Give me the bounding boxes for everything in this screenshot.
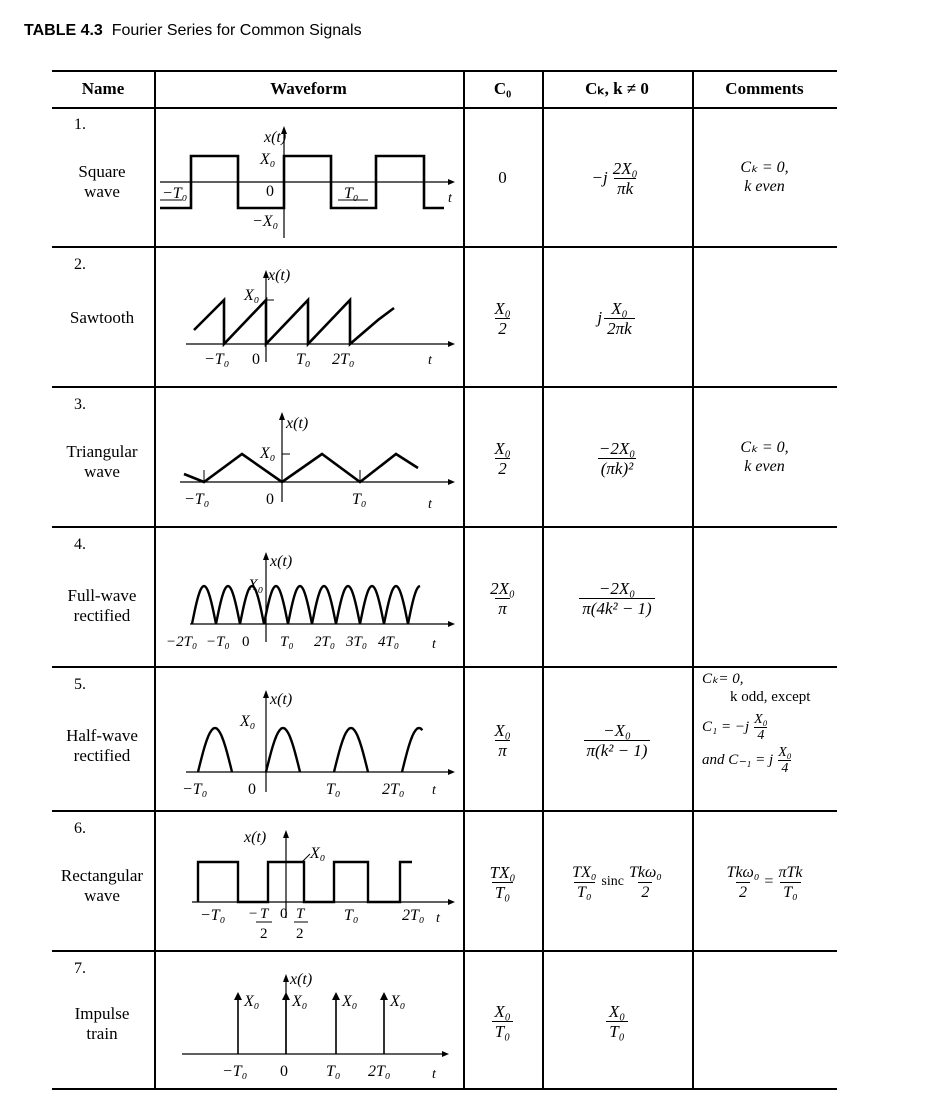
- row-number: 7.: [74, 960, 86, 977]
- triangular-wave-plot: [156, 390, 462, 526]
- denominator: πk: [614, 178, 636, 198]
- c0-fraction: [491, 721, 513, 760]
- axis-label-xt: x(t): [244, 829, 267, 846]
- tick-label: 4T₀: [378, 634, 400, 650]
- row-name-line: wave: [84, 886, 120, 905]
- axis-label-t: t: [448, 191, 452, 206]
- row-name-line: wave: [84, 462, 120, 481]
- rule-row: [52, 526, 837, 528]
- denominator: T₀: [606, 1021, 627, 1041]
- rectified-curve: [198, 728, 422, 772]
- tick-label: T₀: [344, 185, 359, 202]
- row-name-line: rectified: [73, 746, 131, 765]
- comment-fraction: [724, 863, 763, 902]
- row-number: 6.: [74, 820, 86, 837]
- ck-value: [542, 250, 692, 386]
- tick-label: 2T₀: [382, 781, 405, 798]
- numerator: X₀: [778, 745, 792, 760]
- numerator: πTk: [778, 863, 803, 881]
- denominator: 4: [754, 727, 767, 743]
- impulse-label: X₀: [292, 993, 308, 1010]
- row-name-line: Impulse: [74, 1004, 130, 1023]
- tick-label: 2T₀: [332, 351, 355, 368]
- ck-fraction: [626, 863, 665, 902]
- tick-label: 2T₀: [314, 634, 336, 650]
- tick-label: −T₀: [222, 1063, 248, 1080]
- comment-fraction: [751, 712, 770, 743]
- denominator: π: [495, 740, 510, 760]
- denominator: 2: [495, 458, 510, 478]
- numerator: −2X₀: [598, 578, 636, 598]
- tick-label: −T₀: [182, 781, 208, 798]
- origin-label: 0: [242, 634, 250, 650]
- denominator: 2: [638, 882, 652, 902]
- impulse-label: X₀: [390, 993, 406, 1010]
- row-number: 4.: [74, 536, 86, 553]
- ck-value: [542, 670, 692, 810]
- numerator: X₀: [494, 1001, 511, 1021]
- level-label: X₀: [248, 577, 264, 594]
- axis-label-xt: x(t): [264, 129, 287, 146]
- rectangular-wave-plot: [156, 814, 462, 950]
- c0-value: [463, 530, 542, 666]
- axis-label-t: t: [432, 637, 436, 652]
- numerator: Tkω₀: [726, 863, 760, 881]
- axis-label-xt: x(t): [290, 971, 313, 988]
- row-name-line: Sawtooth: [69, 308, 135, 327]
- origin-label: 0: [266, 183, 274, 200]
- rule-row: [52, 246, 837, 248]
- header-c0: C₀: [493, 79, 512, 98]
- level-label: X₀: [260, 151, 276, 168]
- ck-fraction: [610, 159, 641, 198]
- tick-label: T₀: [326, 1063, 341, 1080]
- level-label: X₀: [260, 445, 276, 462]
- caption-label: TABLE 4.3: [24, 22, 103, 39]
- row-name: [52, 726, 152, 766]
- numerator: X₀: [494, 438, 511, 458]
- sinc-label: sinc: [601, 874, 624, 889]
- rule-row: [52, 666, 837, 668]
- comment-text: C₁ = −j: [702, 718, 750, 735]
- ck-prefix: −j: [591, 168, 608, 187]
- rectified-curve: [192, 586, 420, 624]
- fourier-table: [52, 70, 837, 1090]
- ck-fraction: [579, 579, 654, 618]
- numerator: 2X₀: [490, 578, 515, 598]
- ck-fraction: [584, 721, 651, 760]
- ck-fraction: [569, 863, 599, 902]
- comment-line: k even: [744, 178, 785, 195]
- c0-fraction: [491, 439, 513, 478]
- rule-row: [52, 810, 837, 812]
- comment-line: Cₖ= 0,: [702, 671, 744, 687]
- half-wave-rectified-plot: [156, 670, 462, 810]
- ck-prefix: j: [597, 308, 603, 327]
- row-name: [52, 1004, 152, 1044]
- numerator: 2X₀: [612, 158, 638, 178]
- axis-label-t: t: [432, 1067, 436, 1082]
- tick-label: −T₀: [204, 351, 230, 368]
- numerator: X₀: [494, 720, 511, 740]
- comment-text: and C₋₁ = j: [702, 751, 774, 768]
- comment-line: k even: [744, 458, 785, 475]
- denominator: 4: [778, 760, 791, 776]
- denominator: T₀: [492, 1021, 513, 1041]
- numerator: TX₀: [572, 863, 597, 881]
- level-label: X₀: [310, 845, 326, 862]
- c0-value: [463, 670, 542, 810]
- axis-label-xt: x(t): [286, 415, 309, 432]
- tick-label: −T₀: [184, 491, 210, 508]
- denominator: T₀: [574, 882, 594, 902]
- tick-label: 3T₀: [346, 634, 368, 650]
- comment: [692, 814, 837, 950]
- axis-label-xt: x(t): [270, 691, 293, 708]
- tick-label: T₀: [280, 634, 294, 650]
- rule-bottom: [52, 1088, 837, 1090]
- denominator: T₀: [492, 882, 513, 902]
- impulse-label: X₀: [244, 993, 260, 1010]
- tick-label: T₀: [326, 781, 341, 798]
- tick-label: −2T₀: [166, 634, 198, 650]
- equals-sign: =: [764, 873, 774, 890]
- comment-line: [702, 745, 837, 776]
- level-label: −X₀: [252, 213, 279, 230]
- c0-value: [463, 390, 542, 526]
- row-name: [52, 308, 152, 328]
- tick-label: T₀: [352, 491, 367, 508]
- tick-label: T: [296, 906, 305, 922]
- caption-title: Fourier Series for Common Signals: [111, 22, 362, 39]
- denominator: T₀: [780, 882, 800, 902]
- numerator: −2X₀: [598, 438, 636, 458]
- c0-fraction: [491, 1002, 513, 1041]
- axis-label-xt: x(t): [268, 267, 291, 284]
- axis-label-t: t: [428, 353, 432, 368]
- header-waveform: Waveform: [270, 79, 347, 98]
- comment-fraction: [775, 745, 794, 776]
- tick-label: T₀: [296, 351, 311, 368]
- row-name-line: Rectangular: [60, 866, 144, 885]
- row-name: [52, 442, 152, 482]
- tick-label: T₀: [344, 907, 359, 924]
- header-name: Name: [81, 79, 125, 98]
- row-name-line: Square: [78, 162, 126, 181]
- numerator: TX₀: [489, 862, 516, 882]
- row-name-line: Triangular: [66, 442, 138, 461]
- denominator: 2πk: [604, 318, 635, 338]
- full-wave-rectified-plot: [156, 530, 462, 666]
- numerator: X₀: [754, 712, 768, 727]
- ck-fraction: [606, 1002, 628, 1041]
- tick-label: −T₀: [200, 907, 226, 924]
- comment-fraction: [775, 863, 805, 902]
- numerator: −X₀: [603, 720, 631, 740]
- level-label: X₀: [240, 713, 256, 730]
- header-ck: Cₖ, k ≠ 0: [585, 79, 649, 98]
- c0-fraction: [487, 863, 519, 902]
- numerator: X₀: [611, 298, 628, 318]
- ck-value: [542, 530, 692, 666]
- denominator: (πk)²: [598, 458, 636, 478]
- rule-row: [52, 950, 837, 952]
- tick-label: 2T₀: [368, 1063, 391, 1080]
- comment-line: [702, 712, 837, 743]
- numerator: X₀: [608, 1001, 626, 1021]
- row-number: 3.: [74, 396, 86, 413]
- tick-label: 2T₀: [402, 907, 425, 924]
- origin-label: 0: [266, 491, 274, 508]
- comment-line: Cₖ = 0,: [740, 439, 789, 456]
- ck-value: [542, 814, 692, 950]
- denominator: π(k² − 1): [584, 740, 651, 760]
- origin-label: 0: [280, 906, 288, 922]
- square-wave-plot: [156, 110, 462, 246]
- comment: [692, 158, 837, 196]
- origin-label: 0: [252, 351, 260, 368]
- ck-value: [542, 954, 692, 1088]
- numerator: Tkω₀: [628, 863, 662, 881]
- row-number: 2.: [74, 256, 86, 273]
- tick-label: −T₀: [162, 185, 188, 202]
- axis-label-t: t: [428, 497, 432, 512]
- denominator: 2: [495, 318, 510, 338]
- ck-value: [542, 390, 692, 526]
- c0-fraction: [487, 579, 518, 618]
- tick-label: T: [260, 906, 269, 922]
- sawtooth-plot: [156, 250, 462, 386]
- ck-fraction: [604, 299, 635, 338]
- row-number: 5.: [74, 676, 86, 693]
- level-label: X₀: [244, 287, 260, 304]
- comment-line: Cₖ = 0,: [740, 159, 789, 176]
- row-name-line: train: [86, 1024, 118, 1043]
- c0-value: [463, 250, 542, 386]
- impulse-train-plot: [156, 954, 462, 1088]
- row-name: [52, 162, 152, 202]
- comment: [702, 670, 837, 776]
- c0-fraction: [491, 299, 513, 338]
- c0-value: [463, 814, 542, 950]
- rule-row: [52, 386, 837, 388]
- ck-value: [542, 110, 692, 246]
- tick-label: −: [248, 906, 259, 922]
- tick-label: −T₀: [206, 634, 230, 650]
- c0-value: 0: [498, 168, 507, 187]
- comment-line: k odd, except: [730, 689, 811, 705]
- denominator: π: [495, 598, 510, 618]
- header-comments: Comments: [725, 79, 804, 98]
- row-name-line: Half-wave: [66, 726, 138, 745]
- origin-label: 0: [248, 781, 256, 798]
- tick-label: 2: [260, 926, 268, 942]
- row-name: [52, 586, 152, 626]
- c0-value: [463, 954, 542, 1088]
- row-name-line: Full-wave: [67, 586, 137, 605]
- row-number: 1.: [74, 116, 86, 133]
- axis-label-t: t: [432, 783, 436, 798]
- axis-label-xt: x(t): [270, 553, 293, 570]
- origin-label: 0: [280, 1063, 288, 1080]
- row-name-line: wave: [84, 182, 120, 201]
- table-caption: [24, 22, 362, 40]
- denominator: π(4k² − 1): [579, 598, 654, 618]
- axis-label-t: t: [436, 911, 440, 926]
- comment: [692, 438, 837, 476]
- ck-fraction: [596, 439, 638, 478]
- impulse-label: X₀: [342, 993, 358, 1010]
- row-name-line: rectified: [73, 606, 131, 625]
- tick-label: 2: [296, 926, 304, 942]
- row-name: [52, 866, 152, 906]
- denominator: 2: [736, 882, 750, 902]
- numerator: X₀: [494, 298, 511, 318]
